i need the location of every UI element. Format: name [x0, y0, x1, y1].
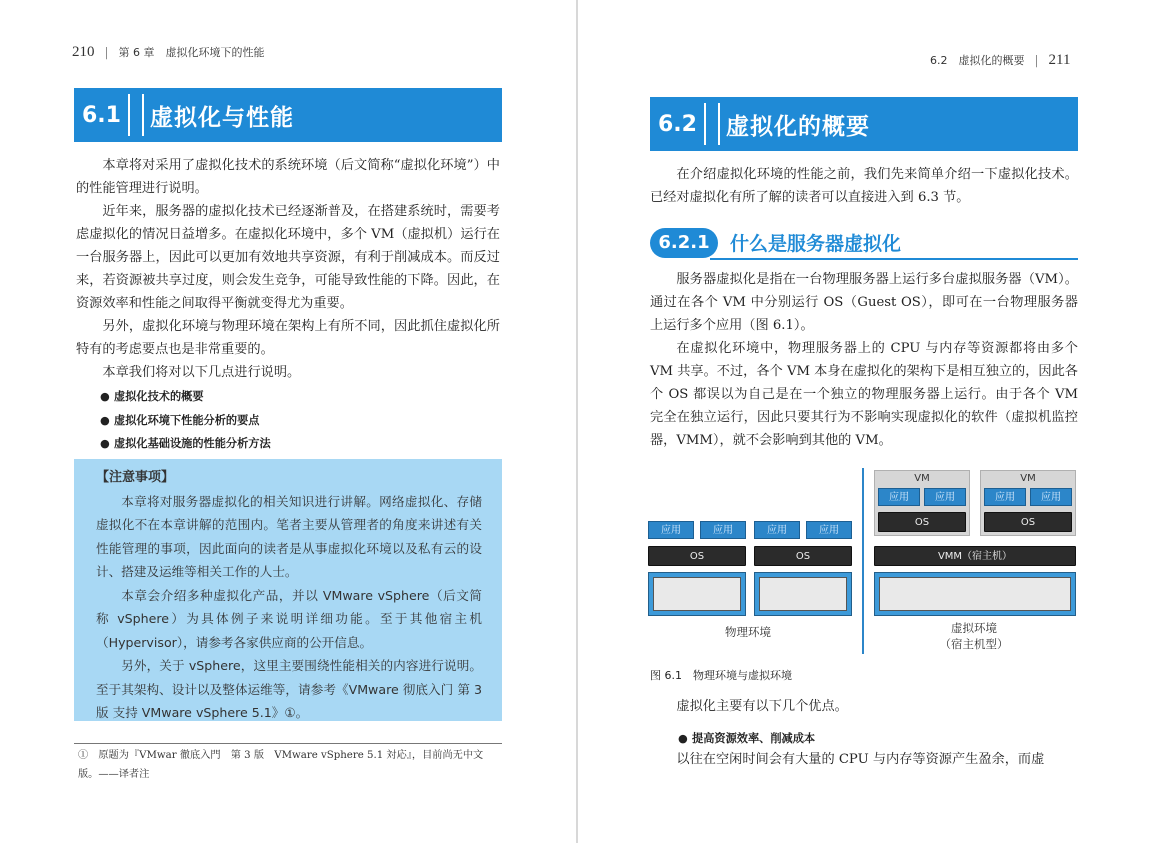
left-page	[0, 0, 576, 843]
paragraph: 服务器虚拟化是指在一台物理服务器上运行多台虚拟服务器（VM）。通过在各个 VM 中分别运行 OS（Guest OS），即可在一台物理服务器上运行多个应用（图 6.1）。	[650, 272, 1078, 333]
banner-divider	[704, 103, 720, 145]
os-block: OS	[754, 546, 852, 566]
os-block: OS	[878, 512, 966, 532]
vm-label: VM	[1020, 473, 1036, 484]
app-block: 应用	[1030, 488, 1072, 506]
app-block: 应用	[924, 488, 966, 506]
physical-env-caption: 物理环境	[725, 625, 771, 639]
paragraph: 在虚拟化环境中，物理服务器上的 CPU 与内存等资源都将由多个 VM 共享。不过，各个 VM 本身在虚拟化的架构下是相互独立的，因此各个 OS 都误以为自己是在一个独立的物理服务器上运行。由于各个 VM 完全在独立运行，因此只要其行为不影响实现虚拟化的软件（虚拟机监控器，VMM），就不会影响到其他的 VM。	[650, 341, 1078, 448]
paragraph: 虚拟化主要有以下几个优点。	[676, 699, 848, 714]
intro-text	[76, 154, 500, 384]
list-item: ● 虚拟化环境下性能分析的要点	[100, 413, 260, 427]
os-block: OS	[984, 512, 1072, 532]
figure-divider	[862, 468, 864, 654]
virtual-env-subcaption: （宿主机型）	[939, 637, 1009, 651]
paragraph: 以往在空闲时间会有大量的 CPU 与内存等资源产生盈余，而虚	[676, 752, 1045, 767]
vm-label: VM	[914, 473, 930, 484]
paragraph: 近年来，服务器的虚拟化技术已经逐渐普及，在搭建系统时，需要考虑虚拟化的情况日益增多。在虚拟化环境中，多个 VM（虚拟机）运行在一台服务器上，因此可以更加有效地共享资源，有利于削减成本。而反过来，若资源被共享过度，则会发生竞争，可能导致性能的下降。因此，在资源效率和性能之间取得平衡就变得尤为重要。	[76, 204, 500, 311]
advantages-intro	[650, 695, 1078, 718]
section-number: 6.1	[82, 102, 121, 128]
paragraph: 本章将对采用了虚拟化技术的系统环境（后文简称“虚拟化环境”）中的性能管理进行说明。	[76, 158, 500, 196]
note-title: 【注意事项】	[96, 470, 175, 485]
note-box	[74, 459, 502, 721]
subsection-title: 什么是服务器虚拟化	[730, 233, 902, 255]
app-block: 应用	[806, 521, 852, 539]
running-header-left: 210 | 第 6 章 虚拟化环境下的性能	[72, 44, 265, 60]
app-block: 应用	[648, 521, 694, 539]
app-block: 应用	[700, 521, 746, 539]
app-block: 应用	[754, 521, 800, 539]
subsection-number: 6.2.1	[650, 228, 718, 258]
list-item: ● 提高资源效率、削减成本	[678, 732, 816, 745]
server-hardware	[874, 572, 1076, 616]
right-page	[578, 0, 1156, 843]
vmm-block: VMM（宿主机）	[874, 546, 1076, 566]
paragraph: 另外，虚拟化环境与物理环境在架构上有所不同，因此抓住虚拟化所特有的考虑要点也是非常重要的。	[76, 319, 500, 357]
server-hardware	[754, 572, 852, 616]
topic-list	[100, 388, 480, 459]
section-title: 虚拟化与性能	[150, 104, 294, 131]
list-item: ● 虚拟化基础设施的性能分析方法	[100, 437, 271, 450]
footnote-rule	[74, 743, 502, 744]
subsection-underline	[710, 258, 1078, 260]
section-heading: 6.2 虚拟化的概要	[930, 54, 1025, 67]
server-hardware	[648, 572, 746, 616]
subsection-heading-6-2-1	[650, 228, 1080, 262]
section-title: 虚拟化的概要	[726, 113, 870, 140]
section-number: 6.2	[658, 111, 697, 137]
app-block: 应用	[878, 488, 920, 506]
figure-physical-vs-virtual	[648, 468, 1080, 660]
banner-divider	[128, 94, 144, 136]
subsection-text	[650, 268, 1078, 452]
running-header-right: 6.2 虚拟化的概要 | 211	[930, 52, 1071, 68]
note-paragraph: 本章会介绍多种虚拟化产品，并以 VMware vSphere（后文简称 vSphere）为具体例子来说明详细功能。至于其他宿主机（Hypervisor），请参考各家供应商的公开信息。	[96, 587, 482, 650]
section-intro	[650, 163, 1078, 209]
chapter-heading: 第 6 章 虚拟化环境下的性能	[118, 46, 265, 59]
app-block: 应用	[984, 488, 1026, 506]
paragraph: 本章我们将对以下几点进行说明。	[102, 365, 301, 380]
page-number-right: 211	[1048, 52, 1071, 68]
page-number-left: 210	[72, 44, 95, 60]
section-banner-6-1	[74, 88, 502, 142]
paragraph: 在介绍虚拟化环境的性能之前，我们先来简单介绍一下虚拟化技术。已经对虚拟化有所了解的读者可以直接进入到 6.3 节。	[650, 167, 1078, 205]
figure-caption: 图 6.1 物理环境与虚拟环境	[650, 669, 792, 682]
note-paragraph: 本章将对服务器虚拟化的相关知识进行讲解。网络虚拟化、存储虚拟化不在本章讲解的范围内。笔者主要从管理者的角度来讲述有关性能管理的事项，因此面向的读者是从事虚拟化环境以及私有云的设计、搭建及运维等相关工作的人士。	[96, 493, 482, 579]
note-paragraph: 另外，关于 vSphere，这里主要围绕性能相关的内容进行说明。至于其架构、设计以及整体运维等，请参考《VMware 彻底入门 第 3 版 支持 VMware vSphere 5.1》①。	[96, 658, 482, 720]
os-block: OS	[648, 546, 746, 566]
section-banner-6-2	[650, 97, 1078, 151]
footnote: ① 原题为『VMwar 徹底入門 第 3 版 VMware vSphere 5.1 対応』，目前尚无中文版。——译者注	[78, 750, 484, 780]
virtual-env-caption: 虚拟环境	[951, 621, 997, 635]
continuing-text	[650, 748, 1078, 771]
list-item: ● 虚拟化技术的概要	[100, 390, 204, 403]
